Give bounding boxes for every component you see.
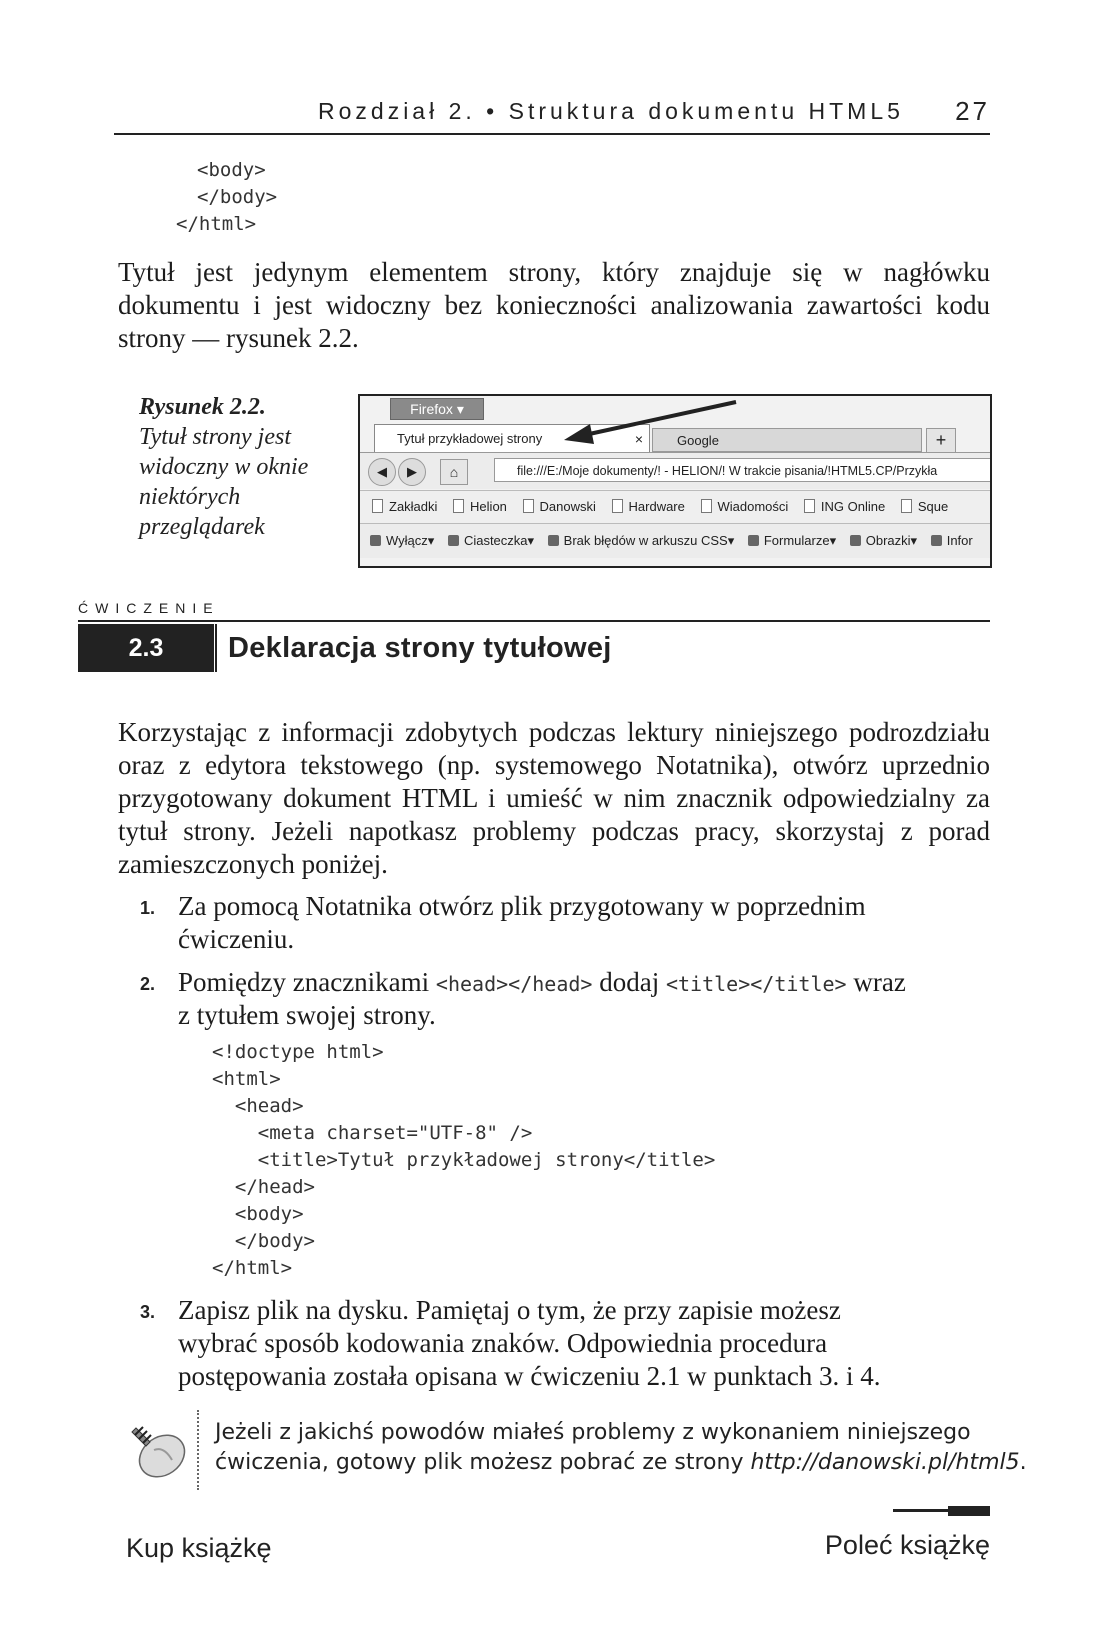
- footer-rule-accent: [948, 1506, 990, 1516]
- note-link[interactable]: http://danowski.pl/html5: [750, 1450, 1020, 1475]
- step-text: postępowania została opisana w ćwiczeniu 2.1 w punktach 3. i 4.: [178, 1361, 881, 1391]
- recommend-book-link[interactable]: Poleć książkę: [824, 1530, 990, 1560]
- page-icon: [612, 499, 623, 513]
- code-line-highlight: <title>Tytuł przykładowej strony</title>: [212, 1149, 716, 1171]
- webdev-toolbar: [360, 523, 990, 558]
- code-line: <body>: [212, 1203, 304, 1225]
- toolbar-item: Infor: [931, 524, 973, 558]
- arrow-annotation: [560, 398, 740, 448]
- exercise-title: Deklaracja strony tytułowej: [228, 632, 612, 664]
- page-icon: [901, 499, 912, 513]
- bookmarks-bar: [360, 490, 990, 523]
- page-number: 27: [955, 96, 990, 126]
- firefox-menu-button: Firefox ▾: [390, 398, 484, 420]
- body-paragraph: Korzystając z informacji zdobytych podczas lektury niniejszego podrozdziału oraz z edytora tekstowego (np. systemowego Notatnika), otwórz uprzednio przygotowany dokument HTML i umieść w nim znacznik odpowiedzialny za tytuł strony. Jeżeli napotkasz problemy podczas pracy, skorzystaj z porad zamieszczonych poniżej.: [118, 717, 990, 879]
- page-icon: [453, 499, 464, 513]
- step-text: ćwiczeniu.: [178, 924, 295, 954]
- back-icon: ◀: [368, 458, 396, 486]
- info-icon: [931, 535, 942, 546]
- toolbar-item: Formularze▾: [748, 524, 836, 558]
- exercise-label: ĆWICZENIE: [78, 600, 220, 616]
- bookmark-item: Zakładki: [372, 491, 437, 523]
- step-text: Za pomocą Notatnika otwórz plik przygotowany w poprzednim: [178, 891, 866, 921]
- page-icon: [372, 499, 383, 513]
- bookmark-item: ING Online: [804, 491, 885, 523]
- note-text: Jeżeli z jakichś powodów miałeś problemy z wykonaniem niniejszego ćwiczenia, gotowy plik możesz pobrać ze strony http://danowski.pl/html5.: [215, 1420, 1027, 1475]
- running-head: Rozdział 2. • Struktura dokumentu HTML5: [318, 98, 904, 124]
- exercise-divider: [215, 624, 217, 672]
- figure-caption-text: Tytuł strony jest widoczny w oknie niektórych przeglądarek: [139, 424, 309, 540]
- code-line: </html>: [212, 1257, 293, 1279]
- code-line: <meta charset="UTF-8" />: [212, 1122, 533, 1144]
- code-line: <head>: [212, 1095, 304, 1117]
- inline-code: <head></head>: [435, 972, 593, 996]
- bookmark-item: Hardware: [612, 491, 685, 523]
- step-text: wybrać sposób kodowania znaków. Odpowiednia procedura: [178, 1328, 828, 1358]
- forms-icon: [748, 535, 759, 546]
- images-icon: [850, 535, 861, 546]
- lightbulb-icon: [126, 1420, 190, 1480]
- bookmark-item: Helion: [453, 491, 507, 523]
- step-number: 2.: [140, 974, 156, 994]
- step-text: z tytułem swojej strony.: [178, 1000, 436, 1030]
- css-icon: [548, 535, 559, 546]
- inline-code: <title></title>: [665, 972, 847, 996]
- tab-title: Tytuł przykładowej strony: [397, 431, 543, 446]
- forward-icon: ▶: [398, 458, 426, 486]
- figure-label: Rysunek 2.2.: [139, 394, 266, 420]
- url-bar: file:///E:/Moje dokumenty/! - HELION/! W trakcie pisania/!HTML5.CP/Przykła: [494, 458, 992, 482]
- page-icon: [804, 499, 815, 513]
- code-line: </html>: [176, 213, 257, 235]
- toolbar-item: Ciasteczka▾: [448, 524, 534, 558]
- home-icon: ⌂: [440, 459, 468, 485]
- page-icon: [523, 499, 534, 513]
- header-rule: [114, 133, 990, 135]
- step-text: Zapisz plik na dysku. Pamiętaj o tym, że przy zapisie możesz: [178, 1295, 841, 1325]
- toolbar-item: Brak błędów w arkuszu CSS▾: [548, 524, 735, 558]
- browser-screenshot: [358, 394, 992, 568]
- step-text: Pomiędzy znacznikami <head></head> dodaj <title></title> wraz: [178, 967, 906, 997]
- disable-icon: [370, 535, 381, 546]
- bookmark-item: Wiadomości: [701, 491, 789, 523]
- toolbar-item: Obrazki▾: [850, 524, 917, 558]
- code-line: <!doctype html>: [212, 1041, 384, 1063]
- page-icon: [701, 499, 712, 513]
- bookmark-item: Sque: [901, 491, 948, 523]
- body-paragraph: Tytuł jest jedynym elementem strony, który znajduje się w nagłówku dokumentu i jest widoczny bez konieczności analizowania zawartości kodu strony — rysunek 2.2.: [118, 257, 990, 353]
- exercise-number: 2.3: [78, 624, 214, 672]
- tab-title: Google: [677, 433, 719, 448]
- code-line: <body>: [197, 159, 266, 181]
- note-divider: [197, 1410, 199, 1490]
- code-line: </head>: [212, 1176, 315, 1198]
- step-number: 3.: [140, 1302, 156, 1322]
- bookmark-item: Danowski: [523, 491, 596, 523]
- buy-book-link[interactable]: Kup książkę: [126, 1533, 272, 1563]
- exercise-rule: [78, 620, 990, 622]
- code-line: </body>: [212, 1230, 315, 1252]
- step-number: 1.: [140, 898, 156, 918]
- code-line: <html>: [212, 1068, 281, 1090]
- code-line: </body>: [197, 186, 278, 208]
- cookie-icon: [448, 535, 459, 546]
- new-tab-icon: +: [926, 428, 956, 454]
- close-icon: ×: [634, 431, 643, 447]
- toolbar-item: Wyłącz▾: [370, 524, 434, 558]
- figure-caption: [139, 392, 349, 542]
